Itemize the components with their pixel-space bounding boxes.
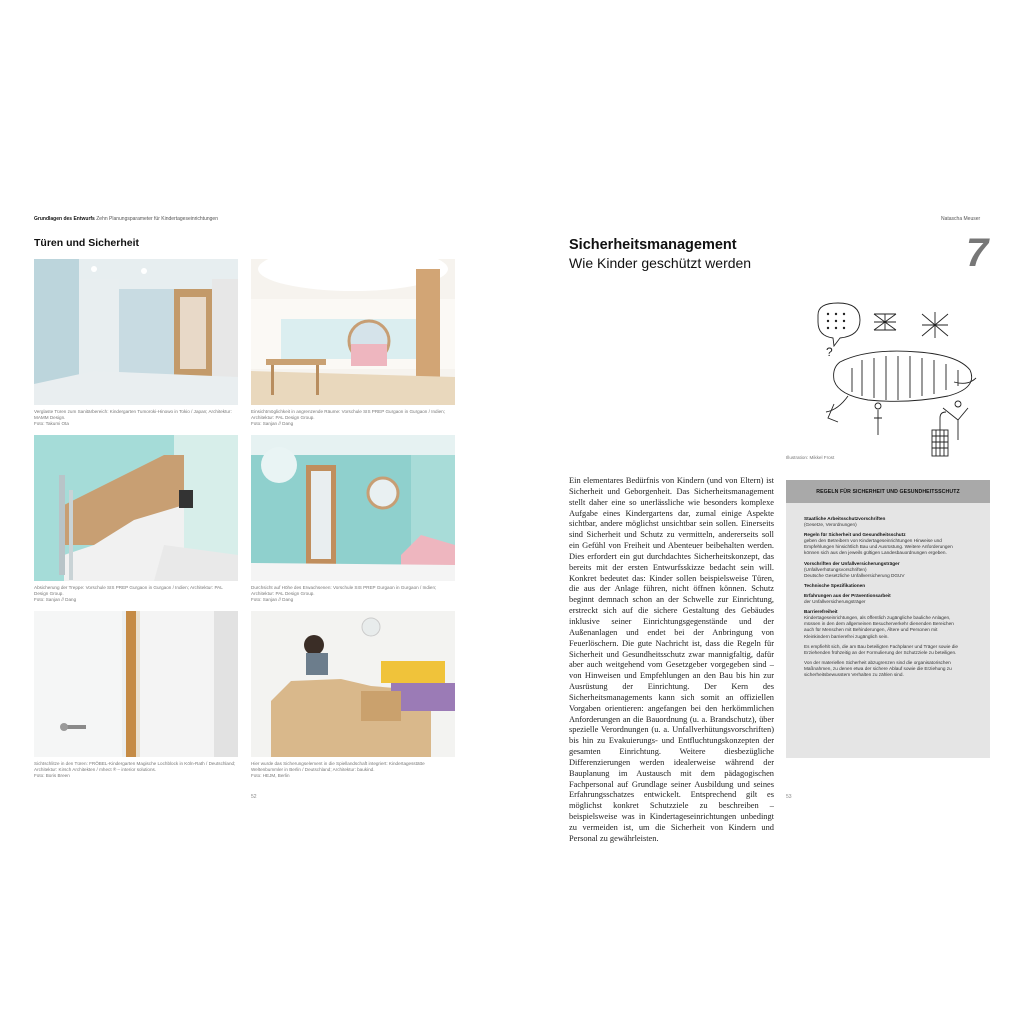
illustration-caption: Illustration: Mikkel Frost [786,455,835,460]
rule-item: Vorschriften der Unfallversicherungsträger (Unfallverhütungsvorschriften) Deutsche Gesetzliche Unfallversicherung DGUV [804,560,905,578]
photo-round-window-room [251,259,455,405]
security-illustration [808,300,988,460]
page-number-left: 52 [251,794,257,800]
photo-caption: Sichtschlitze in den Türen: FRÖBEL-Kindergarten Magische Lochblock in Köln-Rath / Deutschland; Architektur: Kirsch Architekten / mhect ® – interior solutions. Foto: Boris Breen [34,761,236,778]
photo-caption: Durchsicht auf Höhe des Erwachsenen: Vorschule SIS PREP Gurgaon in Gurgaon / Indien; Architektur: PAL Design Group. Foto: Sanjan // Dang [251,585,437,602]
running-head-left [34,216,218,222]
svg-text:?: ? [826,345,833,359]
photo-play-landscape [251,611,455,757]
rule-item: Barrierefreiheit Kindertageseinrichtungen, als öffentlich zugängliche bauliche Anlagen, müssen in den dem allgemeinen Besucherverkehr dienenden Bereichen auch für Menschen mit Behinderungen, Ältere und Personen mit Kleinkindern barrierefrei zugänglich sein. [804,609,954,639]
chapter-title: Sicherheitsmanagement [569,237,737,253]
rule-item: Technische Spezifikationen [804,582,866,588]
section-heading: Türen und Sicherheit [34,237,140,249]
photo-corridor-windows [251,435,455,581]
page-number-right: 53 [786,794,792,800]
safety-rules-box-heading: REGELN FÜR SICHERHEIT UND GESUNDHEITSSCHUTZ [786,480,990,503]
photo-bathroom-doors [34,259,238,405]
running-head-author: Natascha Meuser [941,216,981,222]
rule-note: Es empfiehlt sich, die am Bau beteiligten Fachplaner und Träger sowie die Erziehenden frühzeitig an der Formulierung der Schutzziele zu beteiligen. [804,643,958,655]
rule-item: Erfahrungen aus der Präventionsarbeit der Unfallversicherungsträger [804,592,891,605]
photo-door-slit [34,611,238,757]
running-head-section: Grundlagen des Entwurfs [34,216,95,222]
photo-caption: Absicherung der Treppe: Vorschule SIS PREP Gurgaon in Gurgaon / Indien; Architektur: PAL Design Group. Foto: Sanjan // Dang [34,585,223,602]
safety-rules-box [786,480,990,758]
photo-caption: Verglaste Türen zum Sanitärbereich: Kindergarten Tumoroki-Hinowo in Tokio / Japan; Architektur: MAMM Design. Foto: Takumi Ota [34,409,232,426]
rule-note: Von der materiellen Sicherheit abzugrenzen sind die organisatorischen Maßnahmen, zu denen etwa der sichere Ablauf sowie die Erziehung zu sicherheitsbewusstem Verhalten zu zählen sind. [804,659,952,677]
rule-item: Regeln für Sicherheit und Gesundheitsschutz geben den Betreibern von Kindertageseinrichtungen Hinweise und Empfehlungen hinsichtlich Bau und Ausrüstung. Weitere Anforderungen können sich aus den jeweils gültigen Landesbauordnungen ergeben. [804,532,953,556]
main-body-text: Ein elementares Bedürfnis von Kindern (und von Eltern) ist Sicherheit und Geborgenheit. Das Sicherheitsmanagement stellt daher eine so unerlässliche wie besonders komplexe Aufgabe eines Kindergartens dar, zumal einige Aspekte sichtbar, andere möglichst unsichtbar sein sollen. Einerseits sind Sicherheit und Schutz zu vermitteln, andererseits soll ein Gefühl von Freiheit und Abenteuer beibehalten werden. Dies erfordert ein gut durchdachtes Sicherheitskonzept, das bereits mit der ersten Entwurfsskizze bedacht sein will. Konkret bedeutet das: Kinder sollen beispielsweise Türen, die aus der Anlage führen, nicht öffnen können. Schutz beginnt demnach schon an der Schwelle zur Einrichtung, erstreckt sich auf die sichere Gestaltung des Gebäudes inklusive seiner Einrichtungsgegenstände und der Außenanlagen und endet bei der Anbringung von Feuerlöschern. Die gute Nachricht ist, dass die Regeln für Sicherheit und Gesundheitsschutz zwar mannigfaltig, dafür aber auch weitgehend vom Gesetzgeber vorgegeben sind – von Hinweisen und Empfehlungen an den Bau bis hin zur Ausrüstung der Einrichtung. Der Kern des Sicherheitsmanagements kann sich somit an offiziellen Vorgaben orientieren: angefangen bei den herkömmlichen Anforderungen an die Bauordnung (u. a. Brandschutz), über spezielle Verordnungen (u. a. Unfallverhütungsvorschriften) bis hin zu Evakuierungs- und Entfluchtungskonzepten der gesamten Einrichtung. Weitere diesbezügliche Differenzierungen werden idealerweise während der Bauplanung im Austausch mit dem pädagogischen Fachpersonal auf Grundlage seiner Ausbildung und seines Erfahrungsschatzes entwickelt. Entsprechend gilt es möglichst konkret Schutzziele zu beschreiben – beispielsweise was in Kindertageseinrichtungen unbedingt zu vermeiden ist, um die Sicherheit von Kindern und Personal zu gewährleisten. [569,476,774,843]
photo-caption: Einsichtmöglichkeit in angrenzende Räume: Vorschule SIS PREP Gurgaon in Gurgaon / Indien; Architektur: PAL Design Group. Foto: Sanjan // Dang [251,409,445,426]
safety-rules-list [804,516,964,682]
photo-staircase [34,435,238,581]
rule-item: Staatliche Arbeitsschutzvorschriften (Gesetze, Verordnungen) [804,516,886,528]
chapter-subtitle: Wie Kinder geschützt werden [569,255,752,271]
photo-caption: Hier wurde das Sicherungselement in die Spiellandschaft integriert: Kindertagesstätte Weltenbummler in Berlin / Deutschland; Architektur: baukind. Foto: HEJM, Berlin [251,761,425,778]
chapter-number: 7 [966,231,989,275]
running-head-subtitle: Zehn Planungsparameter für Kindertageseinrichtungen [94,216,218,222]
